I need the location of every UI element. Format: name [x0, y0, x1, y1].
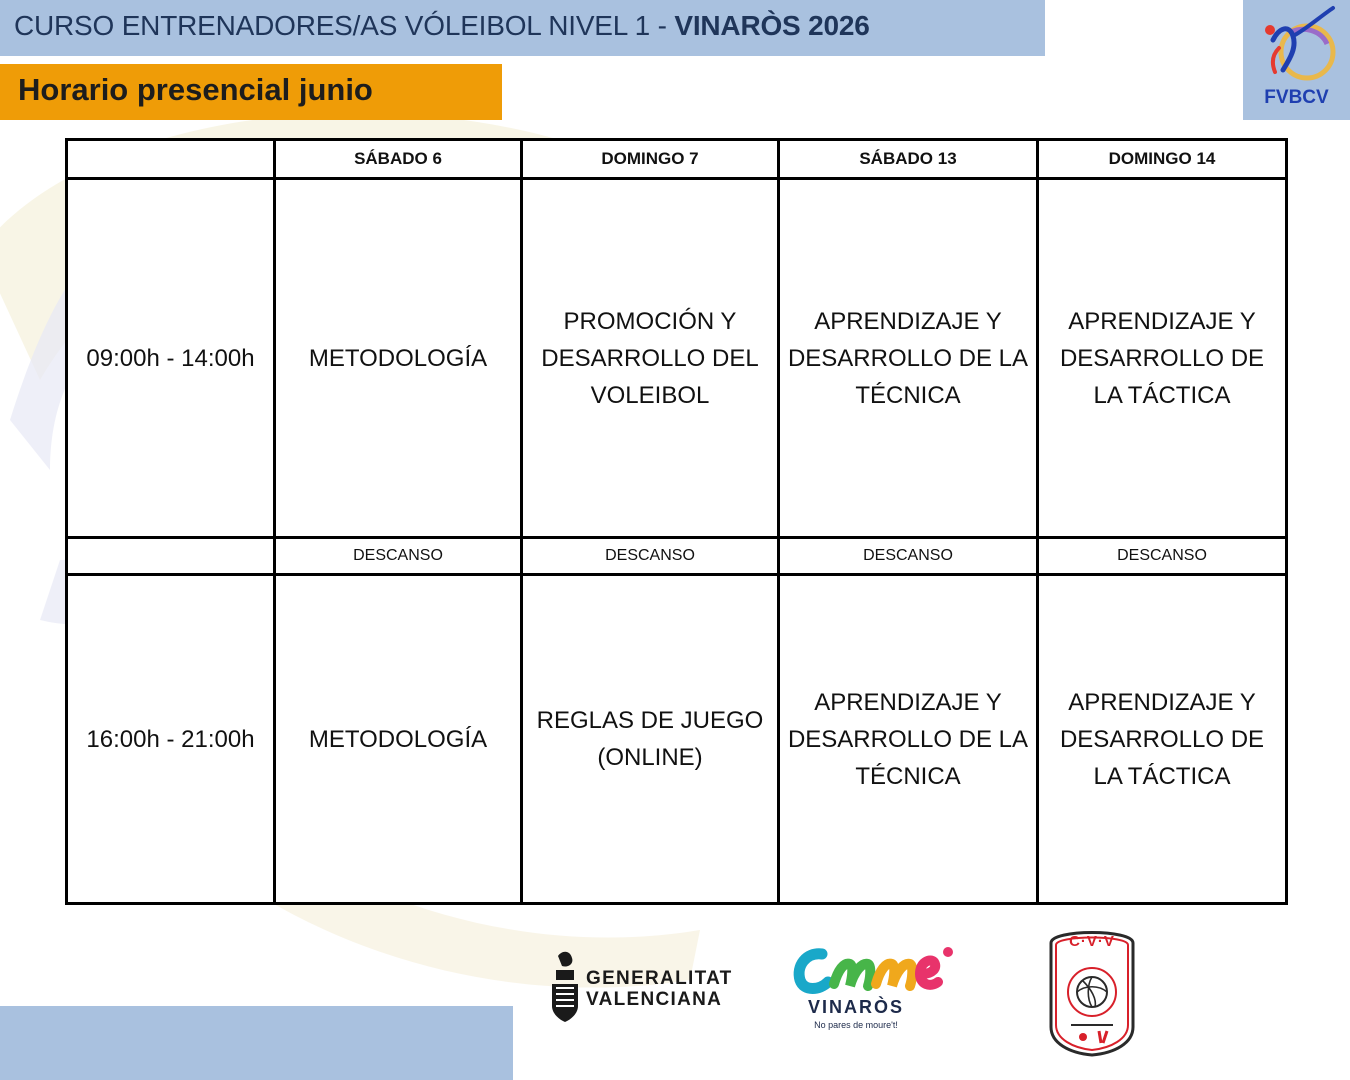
fvbcv-logo-text: FVBCV: [1264, 87, 1329, 108]
club-initials: C·V·V: [1069, 933, 1115, 950]
session-cell: METODOLOGÍA: [275, 575, 522, 904]
day-header: SÁBADO 13: [779, 140, 1038, 179]
break-cell: DESCANSO: [522, 537, 779, 574]
session-cell: PROMOCIÓN Y DESARROLLO DEL VOLEIBOL: [522, 179, 779, 537]
schedule-table: [65, 138, 1285, 905]
header-corner-cell: [67, 140, 275, 179]
day-header: DOMINGO 14: [1038, 140, 1287, 179]
vinaros-slogan: No pares de moure't!: [814, 1020, 898, 1030]
break-cell: DESCANSO: [275, 537, 522, 574]
volleyball-player-icon: [1243, 0, 1350, 90]
schedule-subtitle: Horario presencial junio: [18, 72, 373, 107]
table-header-row: [67, 140, 1287, 179]
session-cell: APRENDIZAJE Y DESARROLLO DE LA TÁCTICA: [1038, 575, 1287, 904]
header-bar: [0, 0, 1045, 56]
session-cell: METODOLOGÍA: [275, 179, 522, 537]
course-title: [14, 10, 870, 42]
vinaros-mark-icon: [792, 940, 957, 998]
vinaros-logo: [792, 940, 957, 1035]
generalitat-line2: VALENCIANA: [586, 989, 723, 1010]
fvbcv-logo: [1243, 0, 1350, 120]
break-cell: DESCANSO: [1038, 537, 1287, 574]
session-cell: APRENDIZAJE Y DESARROLLO DE LA TÉCNICA: [779, 179, 1038, 537]
session-cell: APRENDIZAJE Y DESARROLLO DE LA TÁCTICA: [1038, 179, 1287, 537]
morning-time-slot: 09:00h - 14:00h: [67, 179, 275, 537]
club-voley-vinaros-logo: [1045, 925, 1139, 1057]
vinaros-city-name: VINARÒS: [807, 997, 904, 1017]
coat-of-arms-icon: [548, 950, 582, 1024]
afternoon-time-slot: 16:00h - 21:00h: [67, 575, 275, 904]
generalitat-logo: [548, 950, 738, 1024]
subtitle-bar: [0, 64, 502, 120]
generalitat-text: [586, 968, 733, 1010]
session-cell: APRENDIZAJE Y DESARROLLO DE LA TÉCNICA: [779, 575, 1038, 904]
break-label-cell: [67, 537, 275, 574]
day-header: DOMINGO 7: [522, 140, 779, 179]
afternoon-row: [67, 575, 1287, 904]
course-title-location: VINARÒS 2026: [674, 10, 870, 41]
session-cell: REGLAS DE JUEGO (ONLINE): [522, 575, 779, 904]
day-header: SÁBADO 6: [275, 140, 522, 179]
generalitat-line1: GENERALITAT: [586, 968, 733, 989]
footer-bar: [0, 1006, 513, 1080]
morning-row: [67, 179, 1287, 537]
break-row: [67, 537, 1287, 574]
course-title-prefix: CURSO ENTRENADORES/AS VÓLEIBOL NIVEL 1 -: [14, 10, 675, 41]
break-cell: DESCANSO: [779, 537, 1038, 574]
